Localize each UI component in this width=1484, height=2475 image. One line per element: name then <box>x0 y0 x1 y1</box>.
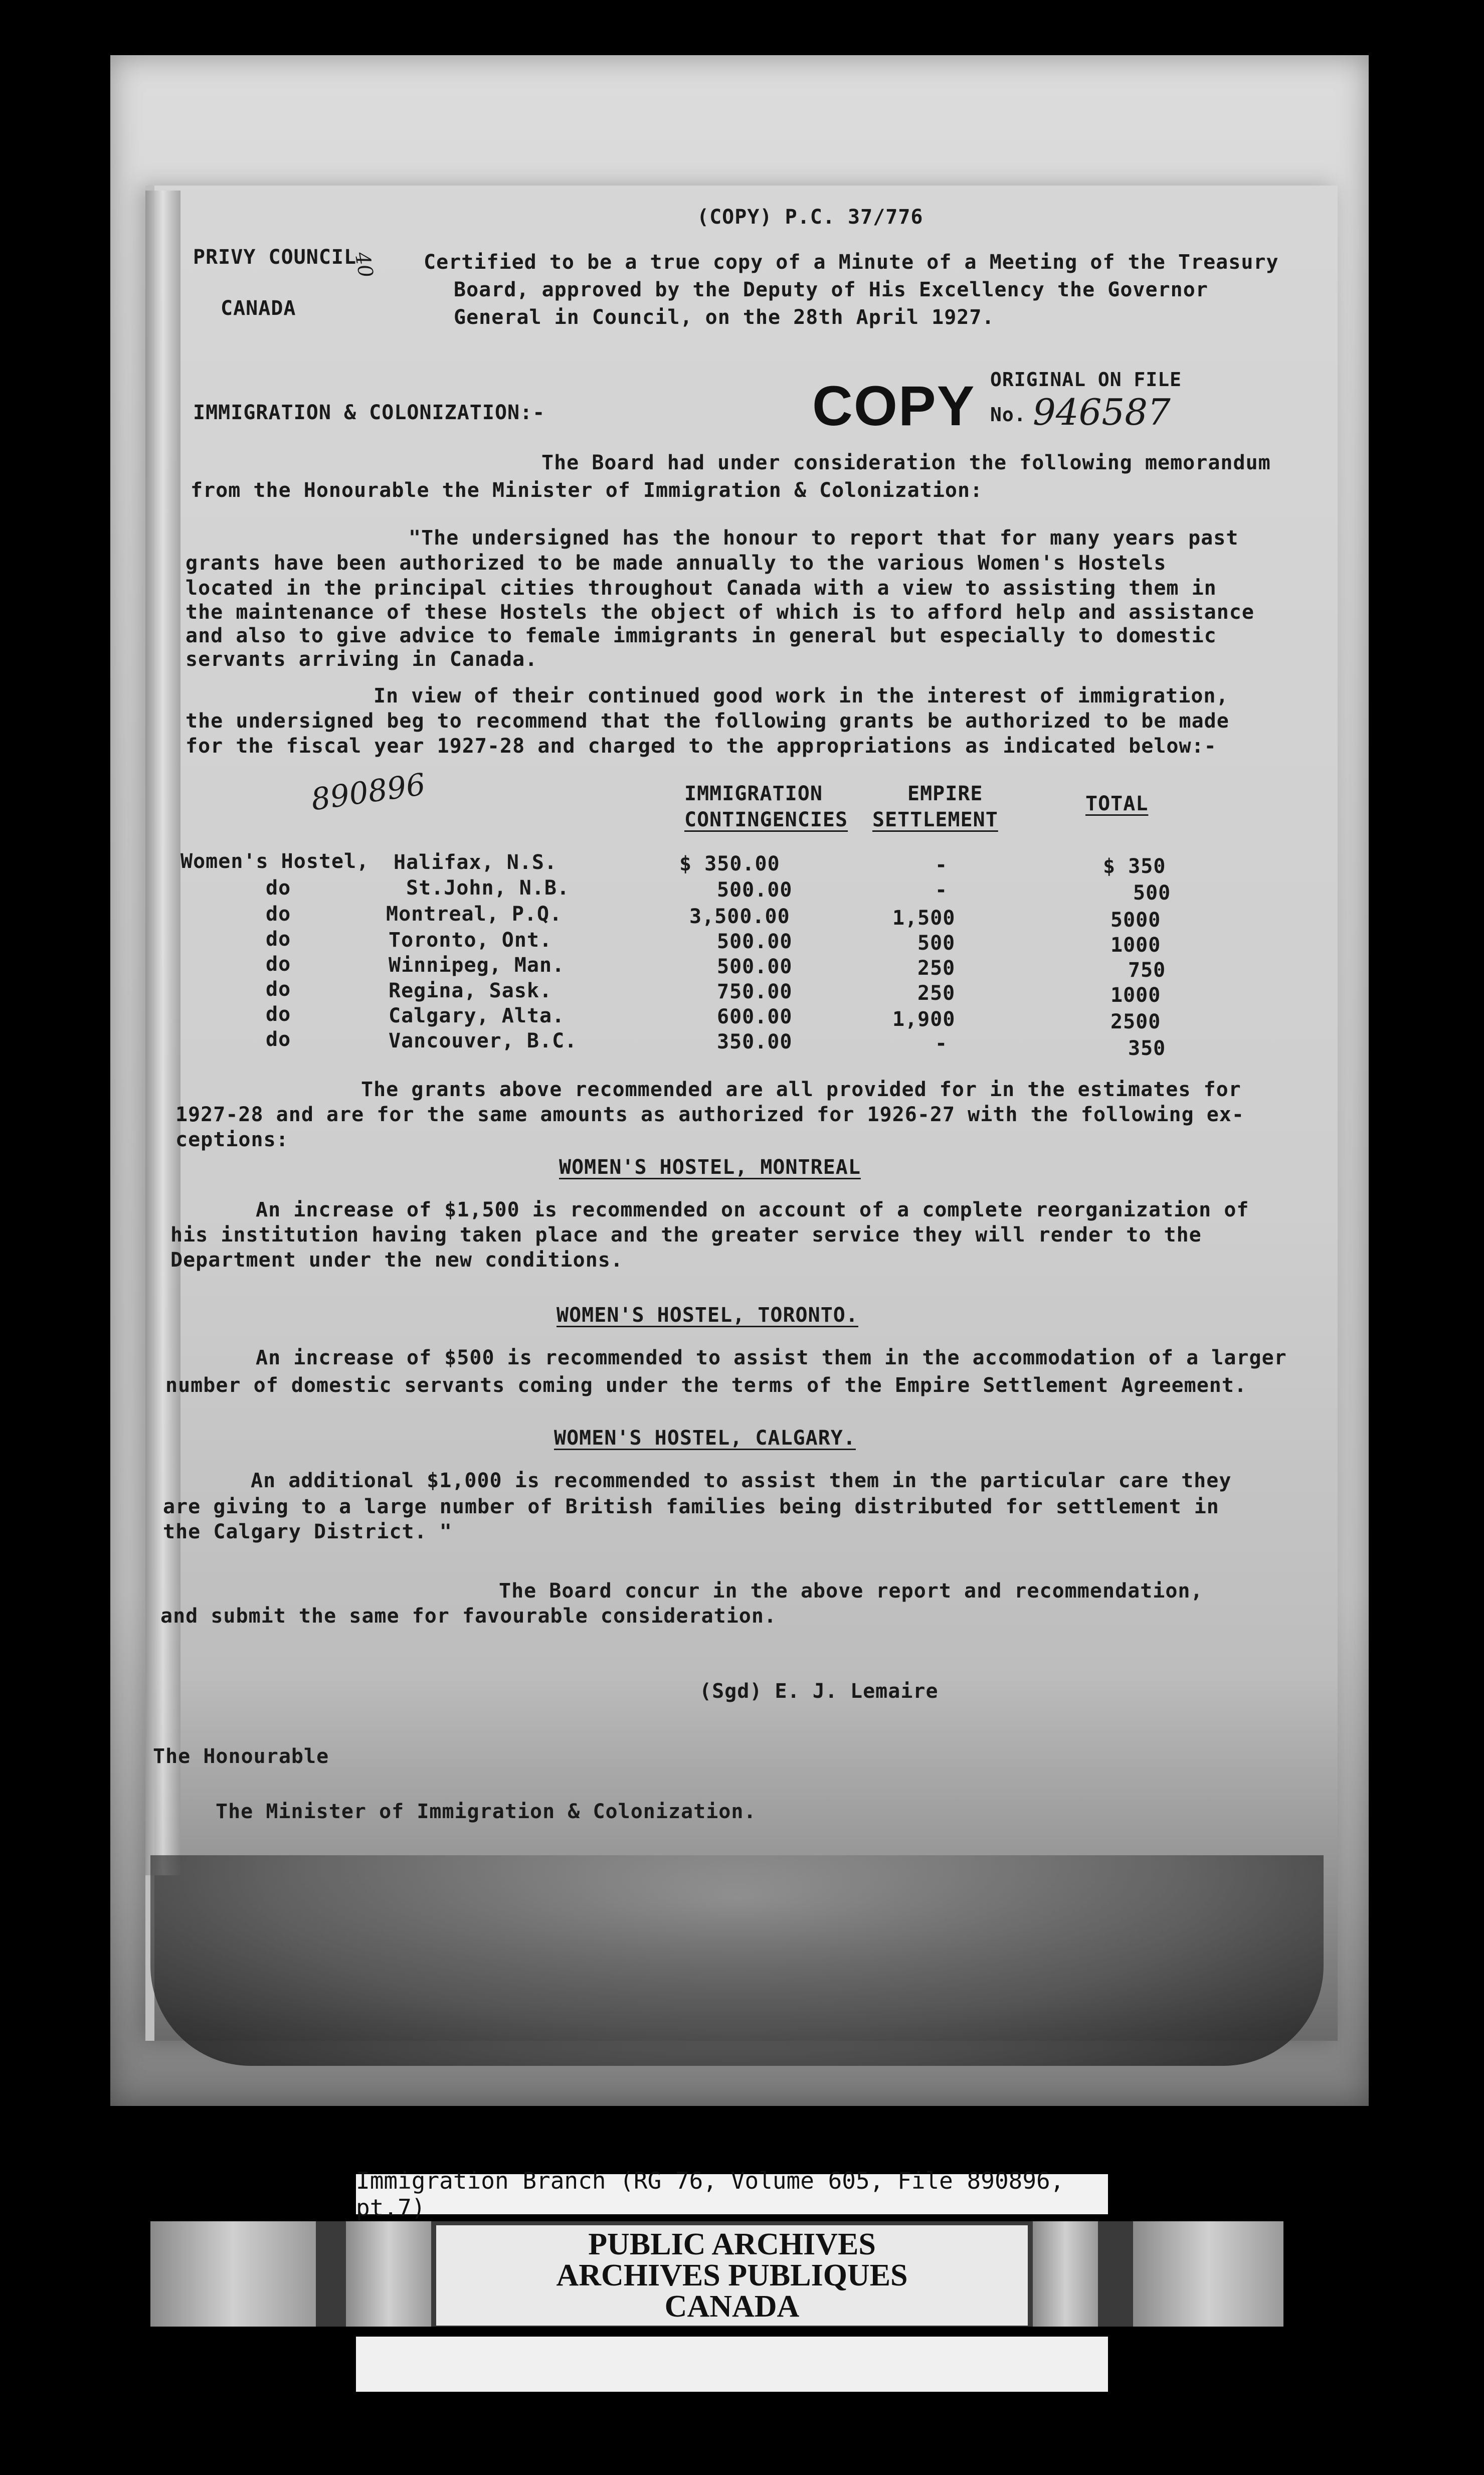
row-immigration: $ 350.00 <box>679 852 780 875</box>
row-total: 1000 <box>1110 934 1161 957</box>
paragraph-line: Department under the new conditions. <box>170 1249 623 1272</box>
row-label: do <box>266 903 291 926</box>
archive-tab <box>346 2221 431 2327</box>
row-immigration: 3,500.00 <box>689 905 790 928</box>
archives-line-3: CANADA <box>664 2289 800 2324</box>
certification-line-3: General in Council, on the 28th April 1927. <box>454 306 995 329</box>
column-header-total: TOTAL <box>1085 792 1149 815</box>
row-city: Vancouver, B.C. <box>389 1029 578 1052</box>
row-total: $ 350 <box>1103 855 1166 878</box>
addressee-line-2: The Minister of Immigration & Colonization. <box>216 1800 757 1823</box>
row-total: 1000 <box>1110 984 1161 1007</box>
row-city: Montreal, P.Q. <box>386 903 563 926</box>
archive-tab <box>150 2221 316 2327</box>
copy-reference: (COPY) P.C. 37/776 <box>697 206 923 229</box>
paragraph-line: In view of their continued good work in the interest of immigration, <box>374 684 1229 708</box>
archive-tab <box>1133 2221 1283 2327</box>
file-number-handwritten: 946587 <box>1033 391 1171 433</box>
row-empire: - <box>935 853 948 876</box>
row-total: 500 <box>1133 881 1171 905</box>
row-empire: 1,900 <box>892 1008 956 1031</box>
paragraph-line: and submit the same for favourable consideration. <box>160 1605 777 1628</box>
paragraph-line: the Calgary District. " <box>163 1520 452 1543</box>
row-immigration: 500.00 <box>717 930 793 953</box>
row-total: 2500 <box>1110 1010 1161 1033</box>
row-city: Regina, Sask. <box>389 979 552 1002</box>
row-city: Calgary, Alta. <box>389 1004 565 1027</box>
row-immigration: 350.00 <box>717 1030 793 1053</box>
archive-caption <box>356 2167 1108 2221</box>
row-city: St.John, N.B. <box>406 876 570 900</box>
paragraph-line: The Board had under consideration the following memorandum <box>541 451 1271 474</box>
certification-line-1: Certified to be a true copy of a Minute of a Meeting of the Treasury <box>424 251 1279 274</box>
toronto-heading: WOMEN'S HOSTEL, TORONTO. <box>556 1304 858 1327</box>
paragraph-line: ceptions: <box>175 1128 289 1151</box>
row-label: do <box>266 928 291 951</box>
row-label: do <box>266 1028 291 1051</box>
archives-line-1: PUBLIC ARCHIVES <box>588 2227 876 2261</box>
paragraph-line: "The undersigned has the honour to report that for many years past <box>409 526 1239 550</box>
paragraph-line: from the Honourable the Minister of Immigration & Colonization: <box>191 479 983 502</box>
column-header-settlement: SETTLEMENT <box>872 808 998 831</box>
archive-tab <box>1033 2221 1098 2327</box>
row-total: 5000 <box>1110 909 1161 932</box>
paragraph-line: The Board concur in the above report and recommendation, <box>499 1579 1203 1603</box>
row-immigration: 500.00 <box>717 878 793 902</box>
paragraph-line: his institution having taken place and the greater service they will render to the <box>170 1223 1202 1247</box>
row-label: Women's Hostel, <box>180 850 369 873</box>
row-label: do <box>266 1003 291 1026</box>
row-label: do <box>266 876 291 900</box>
archives-line-2: ARCHIVES PUBLIQUES <box>556 2258 908 2292</box>
calgary-heading: WOMEN'S HOSTEL, CALGARY. <box>554 1427 856 1450</box>
row-empire: - <box>935 878 948 902</box>
row-total: 350 <box>1128 1037 1166 1060</box>
row-empire: 250 <box>917 957 956 980</box>
original-on-file-stamp: ORIGINAL ON FILE <box>990 369 1182 391</box>
archive-caption-text: Immigration Branch (RG 76, Volume 605, File 890896, pt.7) <box>356 2167 1064 2221</box>
paragraph-line: and also to give advice to female immigrants in general but especially to domestic <box>186 624 1217 647</box>
paragraph-line: An increase of $1,500 is recommended on account of a complete reorganization of <box>256 1198 1249 1221</box>
row-label: do <box>266 978 291 1001</box>
column-header-empire: EMPIRE <box>907 782 983 805</box>
column-header-immigration: IMMIGRATION <box>684 782 823 805</box>
page-curl-shadow <box>150 1855 1324 2066</box>
paragraph-line: grants have been authorized to be made annually to the various Women's Hostels <box>186 552 1167 575</box>
canada-label: CANADA <box>221 297 296 320</box>
montreal-heading: WOMEN'S HOSTEL, MONTREAL <box>559 1156 861 1179</box>
paragraph-line: located in the principal cities throughout Canada with a view to assisting them in <box>186 577 1217 600</box>
margin-note: 40 <box>350 250 378 280</box>
section-heading: IMMIGRATION & COLONIZATION:- <box>193 401 545 424</box>
paragraph-line: An additional $1,000 is recommended to assist them in the particular care they <box>251 1469 1232 1492</box>
paragraph-line: number of domestic servants coming under the terms of the Empire Settlement Agreement. <box>165 1374 1247 1397</box>
row-city: Winnipeg, Man. <box>389 954 565 977</box>
row-city: Halifax, N.S. <box>394 851 558 874</box>
row-immigration: 500.00 <box>717 955 793 978</box>
copy-stamp: COPY <box>812 375 976 437</box>
row-empire: 500 <box>917 932 956 955</box>
addressee-line-1: The Honourable <box>153 1745 329 1768</box>
row-immigration: 600.00 <box>717 1005 793 1028</box>
paragraph-line: servants arriving in Canada. <box>186 648 538 671</box>
column-header-contingencies: CONTINGENCIES <box>684 808 848 831</box>
row-empire: 1,500 <box>892 907 956 930</box>
file-number-label: No. <box>990 404 1026 426</box>
paragraph-line: The grants above recommended are all provided for in the estimates for <box>361 1078 1241 1101</box>
paragraph-line: are giving to a large number of British families being distributed for settlement in <box>163 1495 1219 1518</box>
row-label: do <box>266 953 291 976</box>
row-city: Toronto, Ont. <box>389 929 552 952</box>
archive-lower-strip <box>356 2337 1108 2392</box>
signature: (Sgd) E. J. Lemaire <box>699 1680 939 1703</box>
public-archives-label <box>436 2225 1028 2326</box>
certification-line-2: Board, approved by the Deputy of His Excellency the Governor <box>454 278 1208 301</box>
row-empire: - <box>935 1032 948 1055</box>
paragraph-line: An increase of $500 is recommended to assist them in the accommodation of a larger <box>256 1346 1287 1369</box>
row-empire: 250 <box>917 982 956 1005</box>
row-total: 750 <box>1128 959 1166 982</box>
file-number-note: 890896 <box>309 767 428 818</box>
row-immigration: 750.00 <box>717 980 793 1003</box>
paragraph-line: the undersigned beg to recommend that the following grants be authorized to be made <box>186 710 1229 733</box>
paragraph-line: for the fiscal year 1927-28 and charged to the appropriations as indicated below:- <box>186 735 1217 758</box>
paragraph-line: the maintenance of these Hostels the object of which is to afford help and assistance <box>186 601 1254 624</box>
paragraph-line: 1927-28 and are for the same amounts as authorized for 1926-27 with the following ex- <box>175 1103 1244 1126</box>
privy-council-label: PRIVY COUNCIL <box>193 246 357 269</box>
